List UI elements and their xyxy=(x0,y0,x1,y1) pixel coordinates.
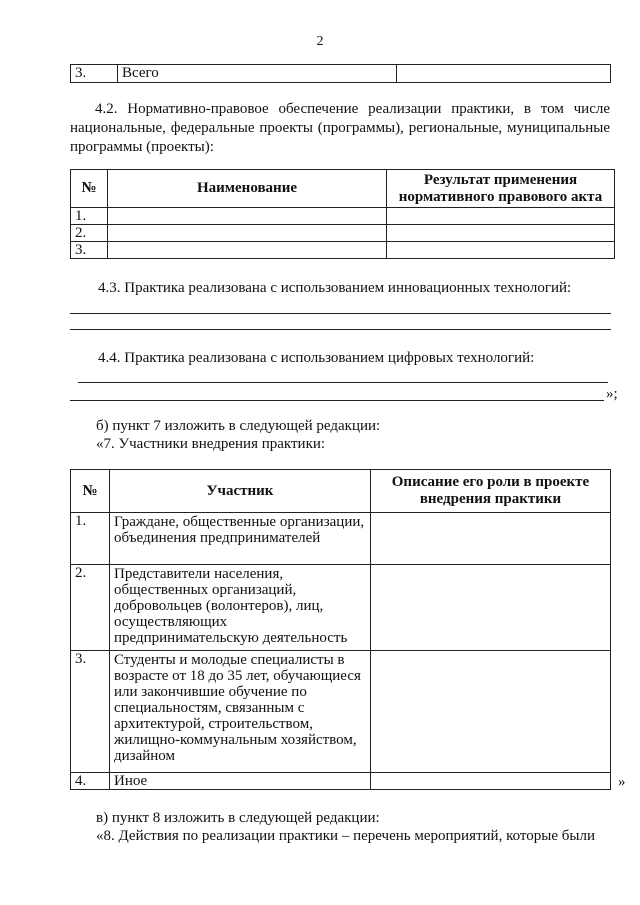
participants-row-num: 3. xyxy=(71,651,110,773)
fill-line xyxy=(70,329,611,330)
participants-header-role: Описание его роли в проекте внедрения практики xyxy=(371,470,611,513)
legal-row-result xyxy=(387,225,615,242)
participants-row-num: 1. xyxy=(71,513,110,565)
legal-row-num: 3. xyxy=(71,242,108,259)
table-row xyxy=(71,651,611,773)
section-4-3-text: 4.3. Практика реализована с использованием инновационных технологий: xyxy=(98,280,572,296)
table-row xyxy=(71,225,615,242)
total-label-cell: Всего xyxy=(118,65,397,83)
participants-row-participant: Студенты и молодые специалисты в возрасте от 18 до 35 лет, обучающиеся или закончившие обучение по специальностям, связанным с архитектурой, строительством, жилищно-коммунальным хозяйством, дизайном xyxy=(110,651,371,773)
fill-line xyxy=(70,313,611,314)
section-4-2-line-1: 4.2. Нормативно-правовое обеспечение реализации практики, в том числе xyxy=(95,101,610,117)
participants-row-role xyxy=(371,565,611,651)
legal-row-num: 1. xyxy=(71,208,108,225)
page-number: 2 xyxy=(316,34,324,49)
total-table xyxy=(70,64,611,83)
legal-row-result xyxy=(387,208,615,225)
participants-row-num: 2. xyxy=(71,565,110,651)
legal-header-result: Результат применения нормативного правового акта xyxy=(387,170,615,208)
participants-closing-quote: » xyxy=(618,774,626,790)
table-row xyxy=(71,208,615,225)
participants-row-role xyxy=(371,513,611,565)
table-row xyxy=(71,565,611,651)
section-4-4-closing: »; xyxy=(606,386,618,402)
item-b-line-2: «7. Участники внедрения практики: xyxy=(96,436,326,452)
participants-row-role xyxy=(371,651,611,773)
legal-header-name: Наименование xyxy=(108,170,387,208)
participants-row-participant: Представители населения, общественных организаций, добровольцев (волонтеров), лиц, осуществляющих предпринимательскую деятельность xyxy=(110,565,371,651)
legal-row-result xyxy=(387,242,615,259)
legal-row-name xyxy=(108,225,387,242)
participants-row-role xyxy=(371,773,611,790)
legal-acts-table xyxy=(70,169,615,259)
participants-row-participant: Граждане, общественные организации, объединения предпринимателей xyxy=(110,513,371,565)
total-num-cell: 3. xyxy=(71,65,118,83)
participants-table xyxy=(70,469,611,790)
item-b-line-1: б) пункт 7 изложить в следующей редакции: xyxy=(96,418,381,434)
table-row xyxy=(71,513,611,565)
legal-header-num: № xyxy=(71,170,108,208)
legal-row-name xyxy=(108,208,387,225)
total-value-cell xyxy=(397,65,611,83)
table-row xyxy=(71,773,611,790)
participants-header-num: № xyxy=(71,470,110,513)
participants-row-num: 4. xyxy=(71,773,110,790)
section-4-4-text: 4.4. Практика реализована с использованием цифровых технологий: xyxy=(98,350,535,366)
item-v-line-2: «8. Действия по реализации практики – перечень мероприятий, которые были xyxy=(96,828,595,844)
participants-row-participant: Иное xyxy=(110,773,371,790)
table-row xyxy=(71,242,615,259)
section-4-2-line-2: национальные, федеральные проекты (программы), региональные, муниципальные xyxy=(70,120,610,136)
fill-line xyxy=(70,400,604,401)
section-4-2-line-3: программы (проекты): xyxy=(70,139,214,155)
participants-header-participant: Участник xyxy=(110,470,371,513)
fill-line xyxy=(78,382,608,383)
item-v-line-1: в) пункт 8 изложить в следующей редакции: xyxy=(96,810,380,826)
legal-row-num: 2. xyxy=(71,225,108,242)
legal-row-name xyxy=(108,242,387,259)
